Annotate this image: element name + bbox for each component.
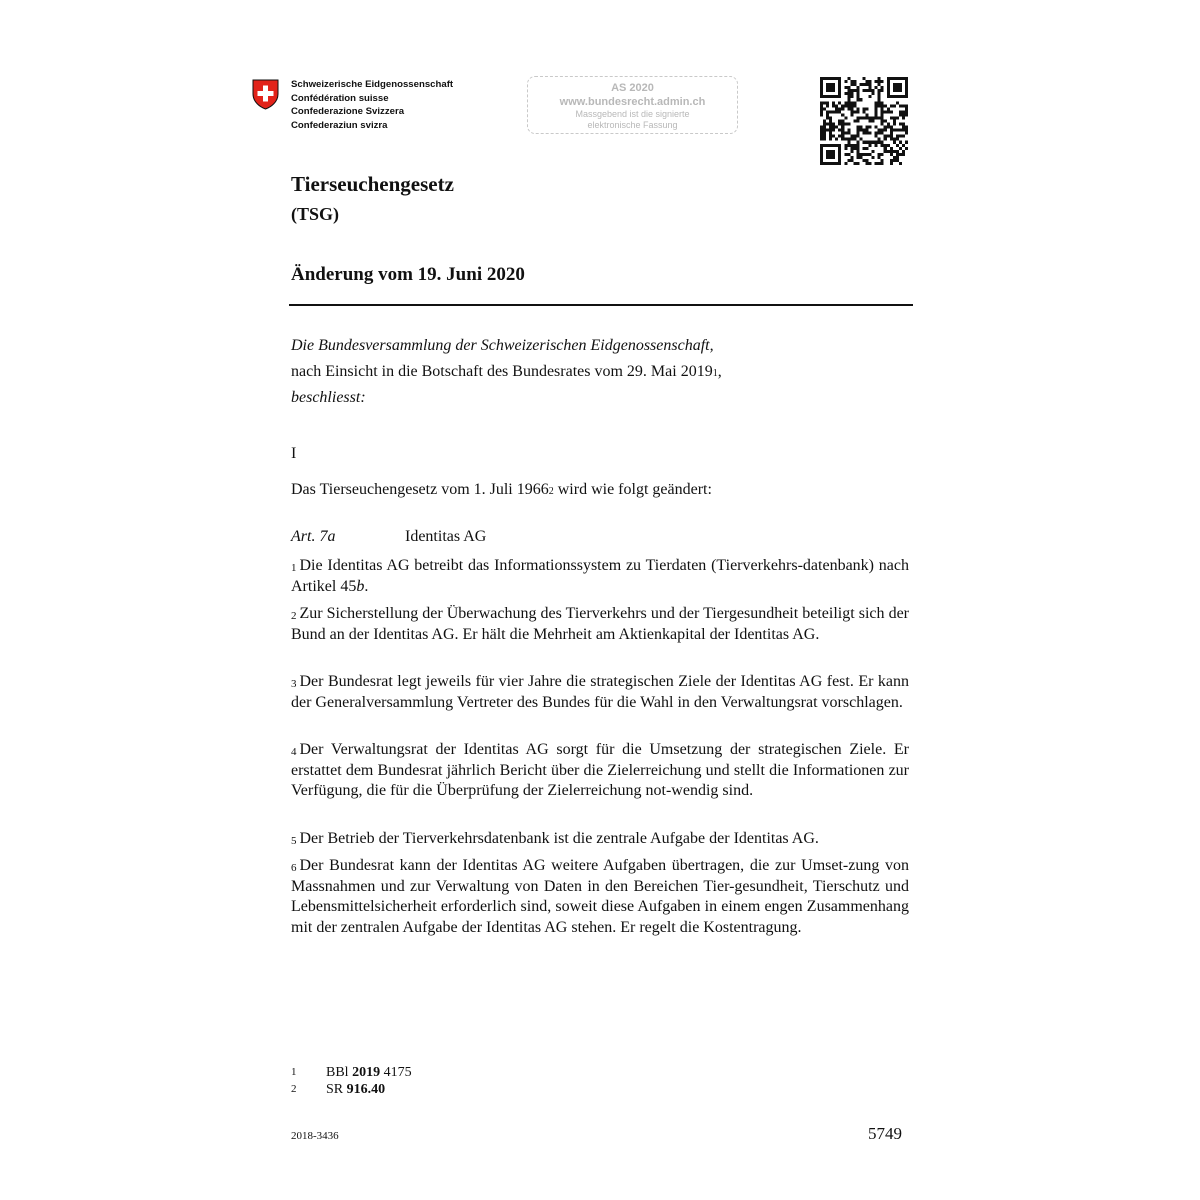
federation-line-fr: Confédération suisse — [291, 92, 389, 104]
footnote-bold: 916.40 — [346, 1082, 386, 1097]
law-title: Tierseuchengesetz — [291, 172, 454, 196]
article-heading: Identitas AG — [405, 528, 487, 545]
official-publication-stamp — [527, 76, 738, 134]
title-divider — [289, 304, 913, 306]
paragraph-text: Der Verwaltungsrat der Identitas AG sorgt für die Umsetzung der strategischen Ziele. Er erstattet dem Bundesrat jährlich Bericht über die Zielerreichung und stellt die Informationen zur Verfügung, die für die Überprüfung der Zielerreichung not-wendig sind. — [291, 741, 909, 799]
paragraph-number: 1 — [291, 562, 297, 574]
article-paragraph-2 — [291, 604, 909, 645]
section-number: I — [291, 445, 297, 462]
stamp-note-1: Massgebend ist die signierte — [575, 109, 690, 119]
swiss-cross-emblem — [252, 79, 279, 110]
paragraph-number: 3 — [291, 678, 297, 690]
paragraph-number: 6 — [291, 862, 297, 874]
paragraph-number: 5 — [291, 835, 297, 847]
paragraph-text: Die Identitas AG betreibt das Informationssystem zu Tierdaten (Tierverkehrs-datenbank) nach Artikel 45 — [291, 557, 909, 595]
article-paragraph-1 — [291, 556, 909, 597]
amendment-intro-end: wird wie folgt geändert: — [553, 481, 712, 498]
footnote-1 — [291, 1064, 412, 1081]
article-paragraph-6 — [291, 856, 909, 938]
document-number: 2018-3436 — [291, 1130, 339, 1142]
stamp-url: www.bundesrecht.admin.ch — [559, 96, 706, 108]
preamble-authority: Die Bundesversammlung der Schweizerischen Eidgenossenschaft, — [291, 337, 714, 354]
stamp-note-2: elektronische Fassung — [587, 120, 678, 130]
footnote-ref-1[interactable]: 1 — [712, 368, 718, 379]
article-label: Art. 7a — [291, 528, 336, 545]
footnote-2 — [291, 1081, 412, 1098]
footnote-prefix: BBl — [326, 1065, 353, 1080]
preamble-reference-end: , — [717, 363, 722, 380]
qr-code-icon — [820, 77, 908, 165]
amendment-intro-text: Das Tierseuchengesetz vom 1. Juli 1966 — [291, 481, 549, 498]
footnote-number: 2 — [291, 1083, 297, 1095]
footnote-ref-2[interactable]: 2 — [548, 486, 554, 497]
paragraph-text: Der Bundesrat kann der Identitas AG weitere Aufgaben übertragen, die zur Umset-zung von Massnahmen und zur Verwaltung von Daten in den Bereichen Tier-gesundheit, Tierschutz und Lebensmittelsicherheit erforderlich sind, soweit diese Aufgaben in einem engen Zusammenhang mit der zentralen Aufgabe der Identitas AG stehen. Er regelt die Kostentragung. — [291, 857, 909, 936]
article-paragraph-3 — [291, 672, 909, 713]
paragraph-text-end: . — [364, 577, 369, 595]
article-paragraph-5 — [291, 829, 909, 850]
paragraph-number: 4 — [291, 746, 297, 758]
federation-line-rm: Confederaziun svizra — [291, 119, 388, 131]
article-paragraph-4 — [291, 740, 909, 802]
footnotes — [291, 1064, 412, 1098]
preamble-reference-text: nach Einsicht in die Botschaft des Bundesrates vom 29. Mai 2019 — [291, 363, 713, 380]
footnote-prefix: SR — [326, 1082, 347, 1097]
stamp-collection: AS 2020 — [611, 82, 654, 94]
law-abbreviation: (TSG) — [291, 204, 340, 224]
paragraph-text: Der Bundesrat legt jeweils für vier Jahre die strategischen Ziele der Identitas AG fest. Er kann der Generalversammlung Vertreter des Bundes für die Wahl in den Verwaltungsrat vorschlagen. — [291, 673, 909, 711]
footnote-suffix: 4175 — [380, 1065, 412, 1080]
federation-name-block — [291, 78, 453, 132]
preamble-resolves: beschliesst: — [291, 389, 366, 406]
preamble-reference — [291, 362, 722, 383]
footnote-bold: 2019 — [352, 1065, 381, 1080]
amendment-date: Änderung vom 19. Juni 2020 — [291, 264, 525, 285]
paragraph-text-italic: b — [356, 577, 365, 595]
paragraph-text: Zur Sicherstellung der Überwachung des Tierverkehrs und der Tiergesundheit beteiligt sich der Bund an der Identitas AG. Er hält die Mehrheit am Aktienkapital der Identitas AG. — [291, 605, 909, 643]
page-number: 5749 — [868, 1124, 902, 1143]
federation-line-it: Confederazione Svizzera — [291, 106, 405, 117]
footnote-number: 1 — [291, 1066, 297, 1078]
federation-line-de: Schweizerische Eidgenossenschaft — [291, 79, 454, 90]
paragraph-number: 2 — [291, 610, 297, 622]
paragraph-text: Der Betrieb der Tierverkehrsdatenbank ist die zentrale Aufgabe der Identitas AG. — [299, 830, 819, 847]
amendment-intro — [291, 480, 712, 501]
